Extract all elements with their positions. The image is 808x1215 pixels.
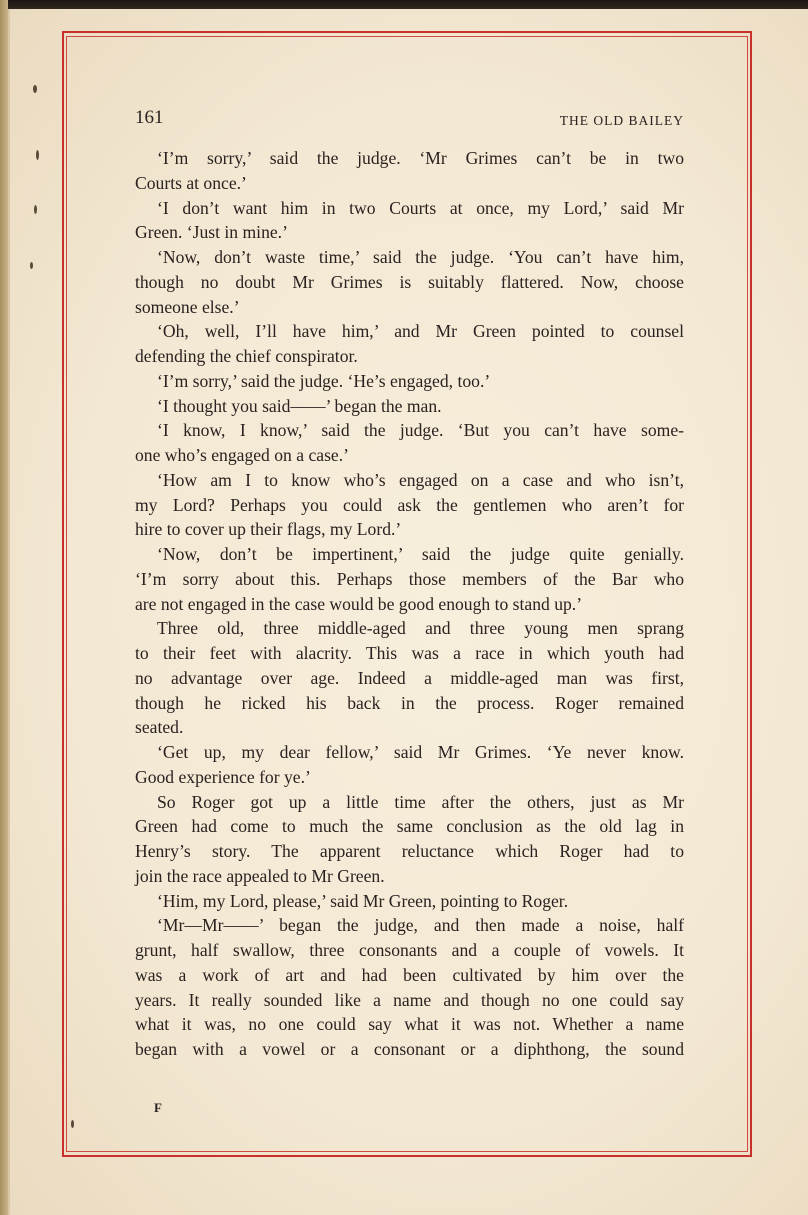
- text-line: seated.: [135, 717, 184, 738]
- running-title: THE OLD BAILEY: [559, 113, 684, 128]
- text-line: hire to cover up their flags, my Lord.’: [135, 519, 402, 540]
- text-line: ‘Him, my Lord, please,’ said Mr Green, pointing to Roger.: [157, 890, 569, 911]
- page-header: [135, 107, 684, 131]
- text-line: no advantage over age. Indeed a middle-aged man was first,: [135, 667, 684, 688]
- text-line: what it was, no one could say what it was not. Whether a name: [135, 1014, 684, 1035]
- text-line: grunt, half swallow, three consonants and a couple of vowels. It: [135, 940, 684, 960]
- text-line: was a work of art and had been cultivated by him over the: [135, 964, 684, 985]
- text-line: defending the chief conspirator.: [135, 346, 358, 366]
- signature-mark: F: [154, 1100, 162, 1115]
- text-line: ‘Oh, well, I’ll have him,’ and Mr Green pointed to counsel: [157, 321, 684, 342]
- text-line: are not engaged in the case would be good enough to stand up.’: [135, 593, 583, 614]
- text-line: ‘I’m sorry,’ said the judge. ‘Mr Grimes can’t be in two: [157, 148, 684, 168]
- paper-speck: [30, 262, 33, 269]
- text-line: though no doubt Mr Grimes is suitably flattered. Now, choose: [135, 271, 684, 292]
- page-binding-edge: [0, 0, 8, 1215]
- text-line: So Roger got up a little time after the others, just as Mr: [157, 791, 684, 812]
- text-line: one who’s engaged on a case.’: [135, 445, 349, 465]
- text-line: began with a vowel or a consonant or a diphthong, the sound: [135, 1039, 684, 1059]
- text-line: ‘How am I to know who’s engaged on a case and who isn’t,: [157, 469, 684, 490]
- text-line: Henry’s story. The apparent reluctance which Roger had to: [135, 841, 684, 861]
- text-line: ‘I thought you said——’ began the man.: [157, 395, 442, 416]
- text-line: ‘Mr—Mr——’ began the judge, and then made a noise, half: [157, 915, 684, 936]
- text-line: though he ricked his back in the process. Roger remained: [135, 692, 684, 713]
- paper-speck: [33, 85, 37, 93]
- text-line: Green had come to much the same conclusion as the old lag in: [135, 816, 684, 837]
- text-line: ‘Now, don’t waste time,’ said the judge. ‘You can’t have him,: [157, 247, 684, 267]
- text-line: ‘Get up, my dear fellow,’ said Mr Grimes. ‘Ye never know.: [157, 742, 684, 762]
- text-line: Three old, three middle-aged and three young men sprang: [157, 618, 684, 639]
- text-line: ‘I don’t want him in two Courts at once, my Lord,’ said Mr: [157, 197, 684, 218]
- paper-speck: [34, 205, 37, 214]
- text-line: ‘Now, don’t be impertinent,’ said the judge quite genially.: [157, 544, 684, 564]
- paper-speck: [71, 1120, 74, 1128]
- text-line: Good experience for ye.’: [135, 766, 311, 787]
- text-line: Courts at once.’: [135, 172, 247, 193]
- text-line: join the race appealed to Mr Green.: [135, 865, 385, 886]
- page-number: 161: [135, 107, 164, 128]
- text-line: Green. ‘Just in mine.’: [135, 222, 288, 243]
- text-line: years. It really sounded like a name and though no one could say: [135, 989, 684, 1010]
- text-line: ‘I’m sorry about this. Perhaps those members of the Bar who: [135, 568, 684, 589]
- text-line: my Lord? Perhaps you could ask the gentlemen who aren’t for: [135, 494, 684, 515]
- text-line: someone else.’: [135, 296, 240, 317]
- body-text: [135, 146, 684, 1062]
- text-line: ‘I know, I know,’ said the judge. ‘But you can’t have some-: [157, 420, 684, 441]
- text-line: to their feet with alacrity. This was a race in which youth had: [135, 643, 684, 663]
- text-line: ‘I’m sorry,’ said the judge. ‘He’s engaged, too.’: [157, 370, 491, 391]
- paper-speck: [36, 150, 39, 160]
